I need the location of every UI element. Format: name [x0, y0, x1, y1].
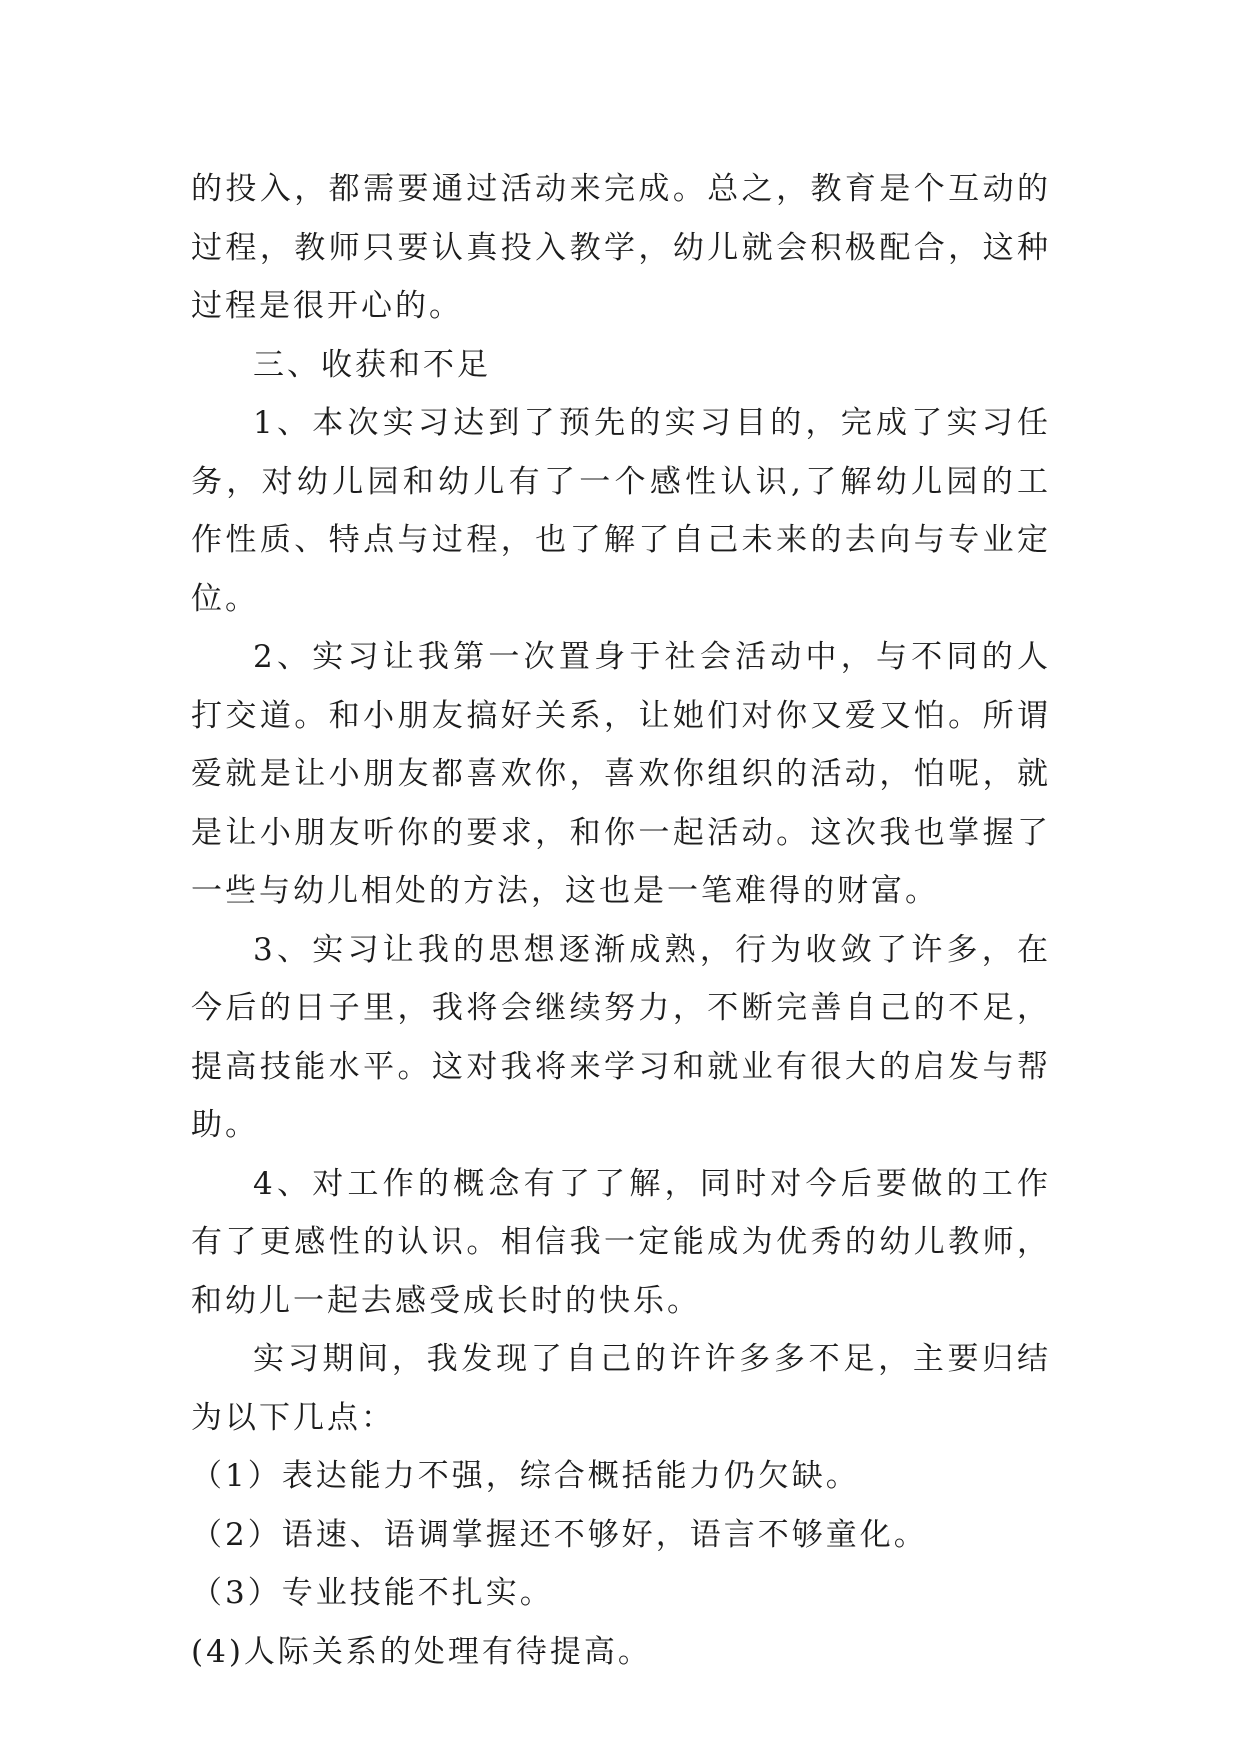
paragraph-point-3: 3、实习让我的思想逐渐成熟，行为收敛了许多，在今后的日子里，我将会继续努力，不断完善自己的不足，提高技能水平。这对我将来学习和就业有很大的启发与帮助。 — [191, 931, 1051, 1143]
paragraph-point-2: 2、实习让我第一次置身于社会活动中，与不同的人打交道。和小朋友搞好关系，让她们对你又爱又怕。所谓爱就是让小朋友都喜欢你，喜欢你组织的活动，怕呢，就是让小朋友听你的要求，和你一起活动。这次我也掌握了一些与幼儿相处的方法，这也是一笔难得的财富。 — [191, 639, 1051, 909]
section-heading: 三、收获和不足 — [253, 346, 491, 383]
shortcoming-item-3: （3）专业技能不扎实。 — [191, 1575, 554, 1611]
shortcoming-item-1: （1）表达能力不强，综合概括能力仍欠缺。 — [191, 1458, 860, 1494]
shortcoming-item-2: （2）语速、语调掌握还不够好，语言不够童化。 — [191, 1516, 928, 1553]
shortcoming-item-4: (4)人际关系的处理有待提高。 — [191, 1633, 652, 1670]
paragraph-point-1: 1、本次实习达到了预先的实习目的，完成了实习任务，对幼儿园和幼儿有了一个感性认识,了解幼儿园的工作性质、特点与过程，也了解了自己未来的去向与专业定位。 — [191, 405, 1051, 617]
paragraph-point-4: 4、对工作的概念有了了解，同时对今后要做的工作有了更感性的认识。相信我一定能成为优秀的幼儿教师，和幼儿一起去感受成长时的快乐。 — [191, 1165, 1051, 1319]
paragraph-shortcomings-intro: 实习期间，我发现了自己的许许多多不足，主要归结为以下几点： — [191, 1341, 1051, 1436]
document-body — [191, 160, 1051, 1681]
paragraph-intro: 的投入，都需要通过活动来完成。总之，教育是个互动的过程，教师只要认真投入教学，幼儿就会积极配合，这种过程是很开心的。 — [191, 171, 1051, 324]
